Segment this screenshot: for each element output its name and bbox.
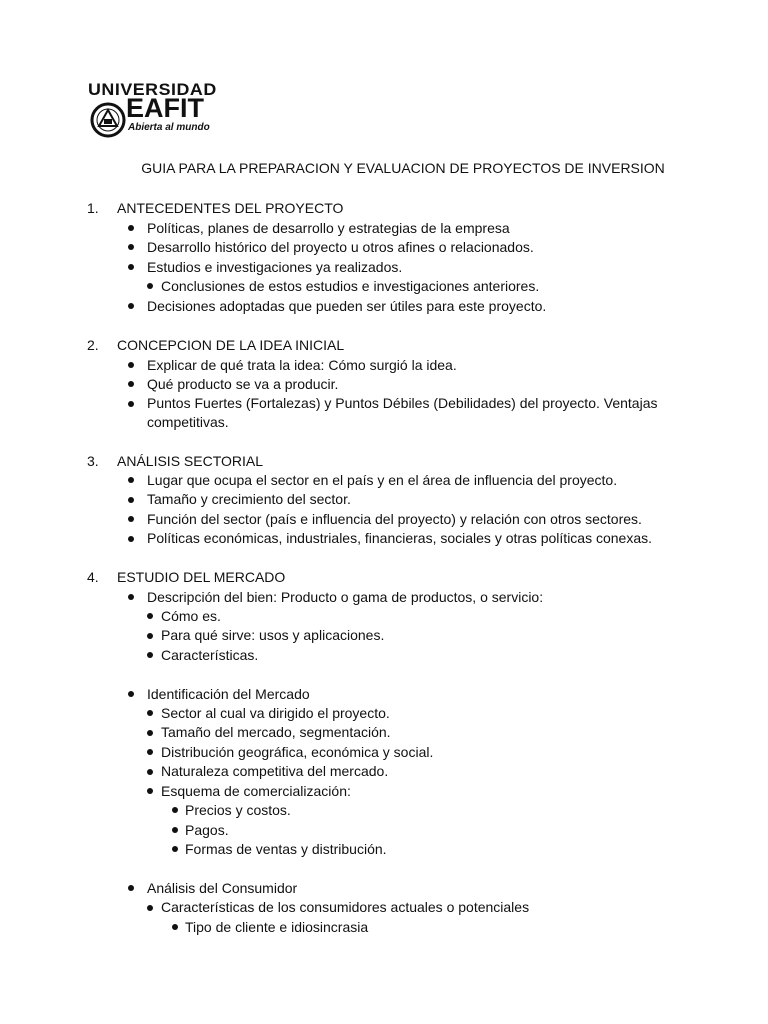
bullet-icon bbox=[147, 633, 153, 639]
list-item: Precios y costos. bbox=[185, 802, 291, 818]
bullet-icon bbox=[128, 516, 134, 522]
logo-line-2: EAFIT bbox=[126, 93, 204, 123]
list-item: Naturaleza competitiva del mercado. bbox=[161, 763, 389, 779]
bullet-icon bbox=[128, 264, 134, 270]
logo-tagline: Abierta al mundo bbox=[128, 122, 210, 133]
section-heading: ANTECEDENTES DEL PROYECTO bbox=[117, 200, 344, 216]
bullet-icon bbox=[147, 652, 153, 658]
bullet-icon bbox=[128, 691, 134, 697]
list-item: Tamaño y crecimiento del sector. bbox=[147, 491, 351, 507]
list-item: Análisis del Consumidor bbox=[147, 880, 298, 896]
bullet-icon bbox=[172, 827, 178, 833]
list-item: Tipo de cliente e idiosincrasia bbox=[185, 919, 369, 935]
university-logo bbox=[86, 80, 226, 142]
list-item: Descripción del bien: Producto o gama de productos, o servicio: bbox=[147, 589, 544, 605]
bullet-icon bbox=[128, 594, 134, 600]
bullet-icon bbox=[147, 769, 153, 775]
bullet-icon bbox=[128, 497, 134, 503]
list-item-continuation: competitivas. bbox=[147, 414, 229, 430]
list-item: Cómo es. bbox=[161, 608, 221, 624]
bullet-icon bbox=[147, 283, 153, 289]
list-item: Identificación del Mercado bbox=[147, 686, 310, 702]
list-item: Estudios e investigaciones ya realizados. bbox=[147, 259, 403, 275]
list-item: Lugar que ocupa el sector en el país y en el área de influencia del proyecto. bbox=[147, 472, 618, 488]
bullet-icon bbox=[128, 225, 134, 231]
list-item: Explicar de qué trata la idea: Cómo surgió la idea. bbox=[147, 357, 457, 373]
bullet-icon bbox=[147, 613, 153, 619]
bullet-icon bbox=[128, 401, 134, 407]
list-item: Características de los consumidores actuales o potenciales bbox=[161, 899, 530, 915]
list-item: Sector al cual va dirigido el proyecto. bbox=[161, 705, 390, 721]
list-item: Políticas económicas, industriales, financieras, sociales y otras políticas conexas. bbox=[147, 530, 653, 546]
list-item: Decisiones adoptadas que pueden ser útiles para este proyecto. bbox=[147, 298, 547, 314]
section-number: 1. bbox=[87, 200, 99, 216]
list-item: Políticas, planes de desarrollo y estrategias de la empresa bbox=[147, 220, 510, 236]
section-heading: ANÁLISIS SECTORIAL bbox=[117, 453, 264, 469]
list-item: Pagos. bbox=[185, 822, 229, 838]
bullet-icon bbox=[128, 381, 134, 387]
section-number: 2. bbox=[87, 337, 99, 353]
document-title-text: GUIA PARA LA PREPARACION Y EVALUACION DE PROYECTOS DE INVERSION bbox=[141, 160, 665, 176]
section-number: 4. bbox=[87, 569, 99, 585]
bullet-icon bbox=[147, 710, 153, 716]
seal-icon bbox=[90, 102, 126, 138]
list-item: Conclusiones de estos estudios e investigaciones anteriores. bbox=[161, 278, 540, 294]
list-item: Para qué sirve: usos y aplicaciones. bbox=[161, 627, 385, 643]
section-number: 3. bbox=[87, 453, 99, 469]
bullet-icon bbox=[172, 807, 178, 813]
bullet-icon bbox=[172, 924, 178, 930]
section-heading: CONCEPCION DE LA IDEA INICIAL bbox=[117, 337, 345, 353]
list-item: Esquema de comercialización: bbox=[161, 783, 351, 799]
list-item: Qué producto se va a producir. bbox=[147, 376, 339, 392]
list-item: Puntos Fuertes (Fortalezas) y Puntos Débiles (Debilidades) del proyecto. Ventajas bbox=[147, 395, 658, 411]
section-heading: ESTUDIO DEL MERCADO bbox=[117, 569, 286, 585]
bullet-icon bbox=[147, 788, 153, 794]
list-item: Desarrollo histórico del proyecto u otros afines o relacionados. bbox=[147, 239, 534, 255]
bullet-icon bbox=[147, 730, 153, 736]
bullet-icon bbox=[147, 749, 153, 755]
bullet-icon bbox=[128, 885, 134, 891]
bullet-icon bbox=[128, 362, 134, 368]
bullet-icon bbox=[172, 846, 178, 852]
list-item: Función del sector (país e influencia del proyecto) y relación con otros sectores. bbox=[147, 511, 642, 527]
list-item: Distribución geográfica, económica y social. bbox=[161, 744, 434, 760]
document-title bbox=[0, 160, 768, 176]
list-item: Formas de ventas y distribución. bbox=[185, 841, 387, 857]
list-item: Tamaño del mercado, segmentación. bbox=[161, 724, 391, 740]
bullet-icon bbox=[128, 244, 134, 250]
bullet-icon bbox=[147, 905, 153, 911]
bullet-icon bbox=[128, 477, 134, 483]
bullet-icon bbox=[128, 536, 134, 542]
list-item: Características. bbox=[161, 647, 259, 663]
logo-line-1: UNIVERSIDAD bbox=[88, 80, 217, 99]
bullet-icon bbox=[128, 303, 134, 309]
